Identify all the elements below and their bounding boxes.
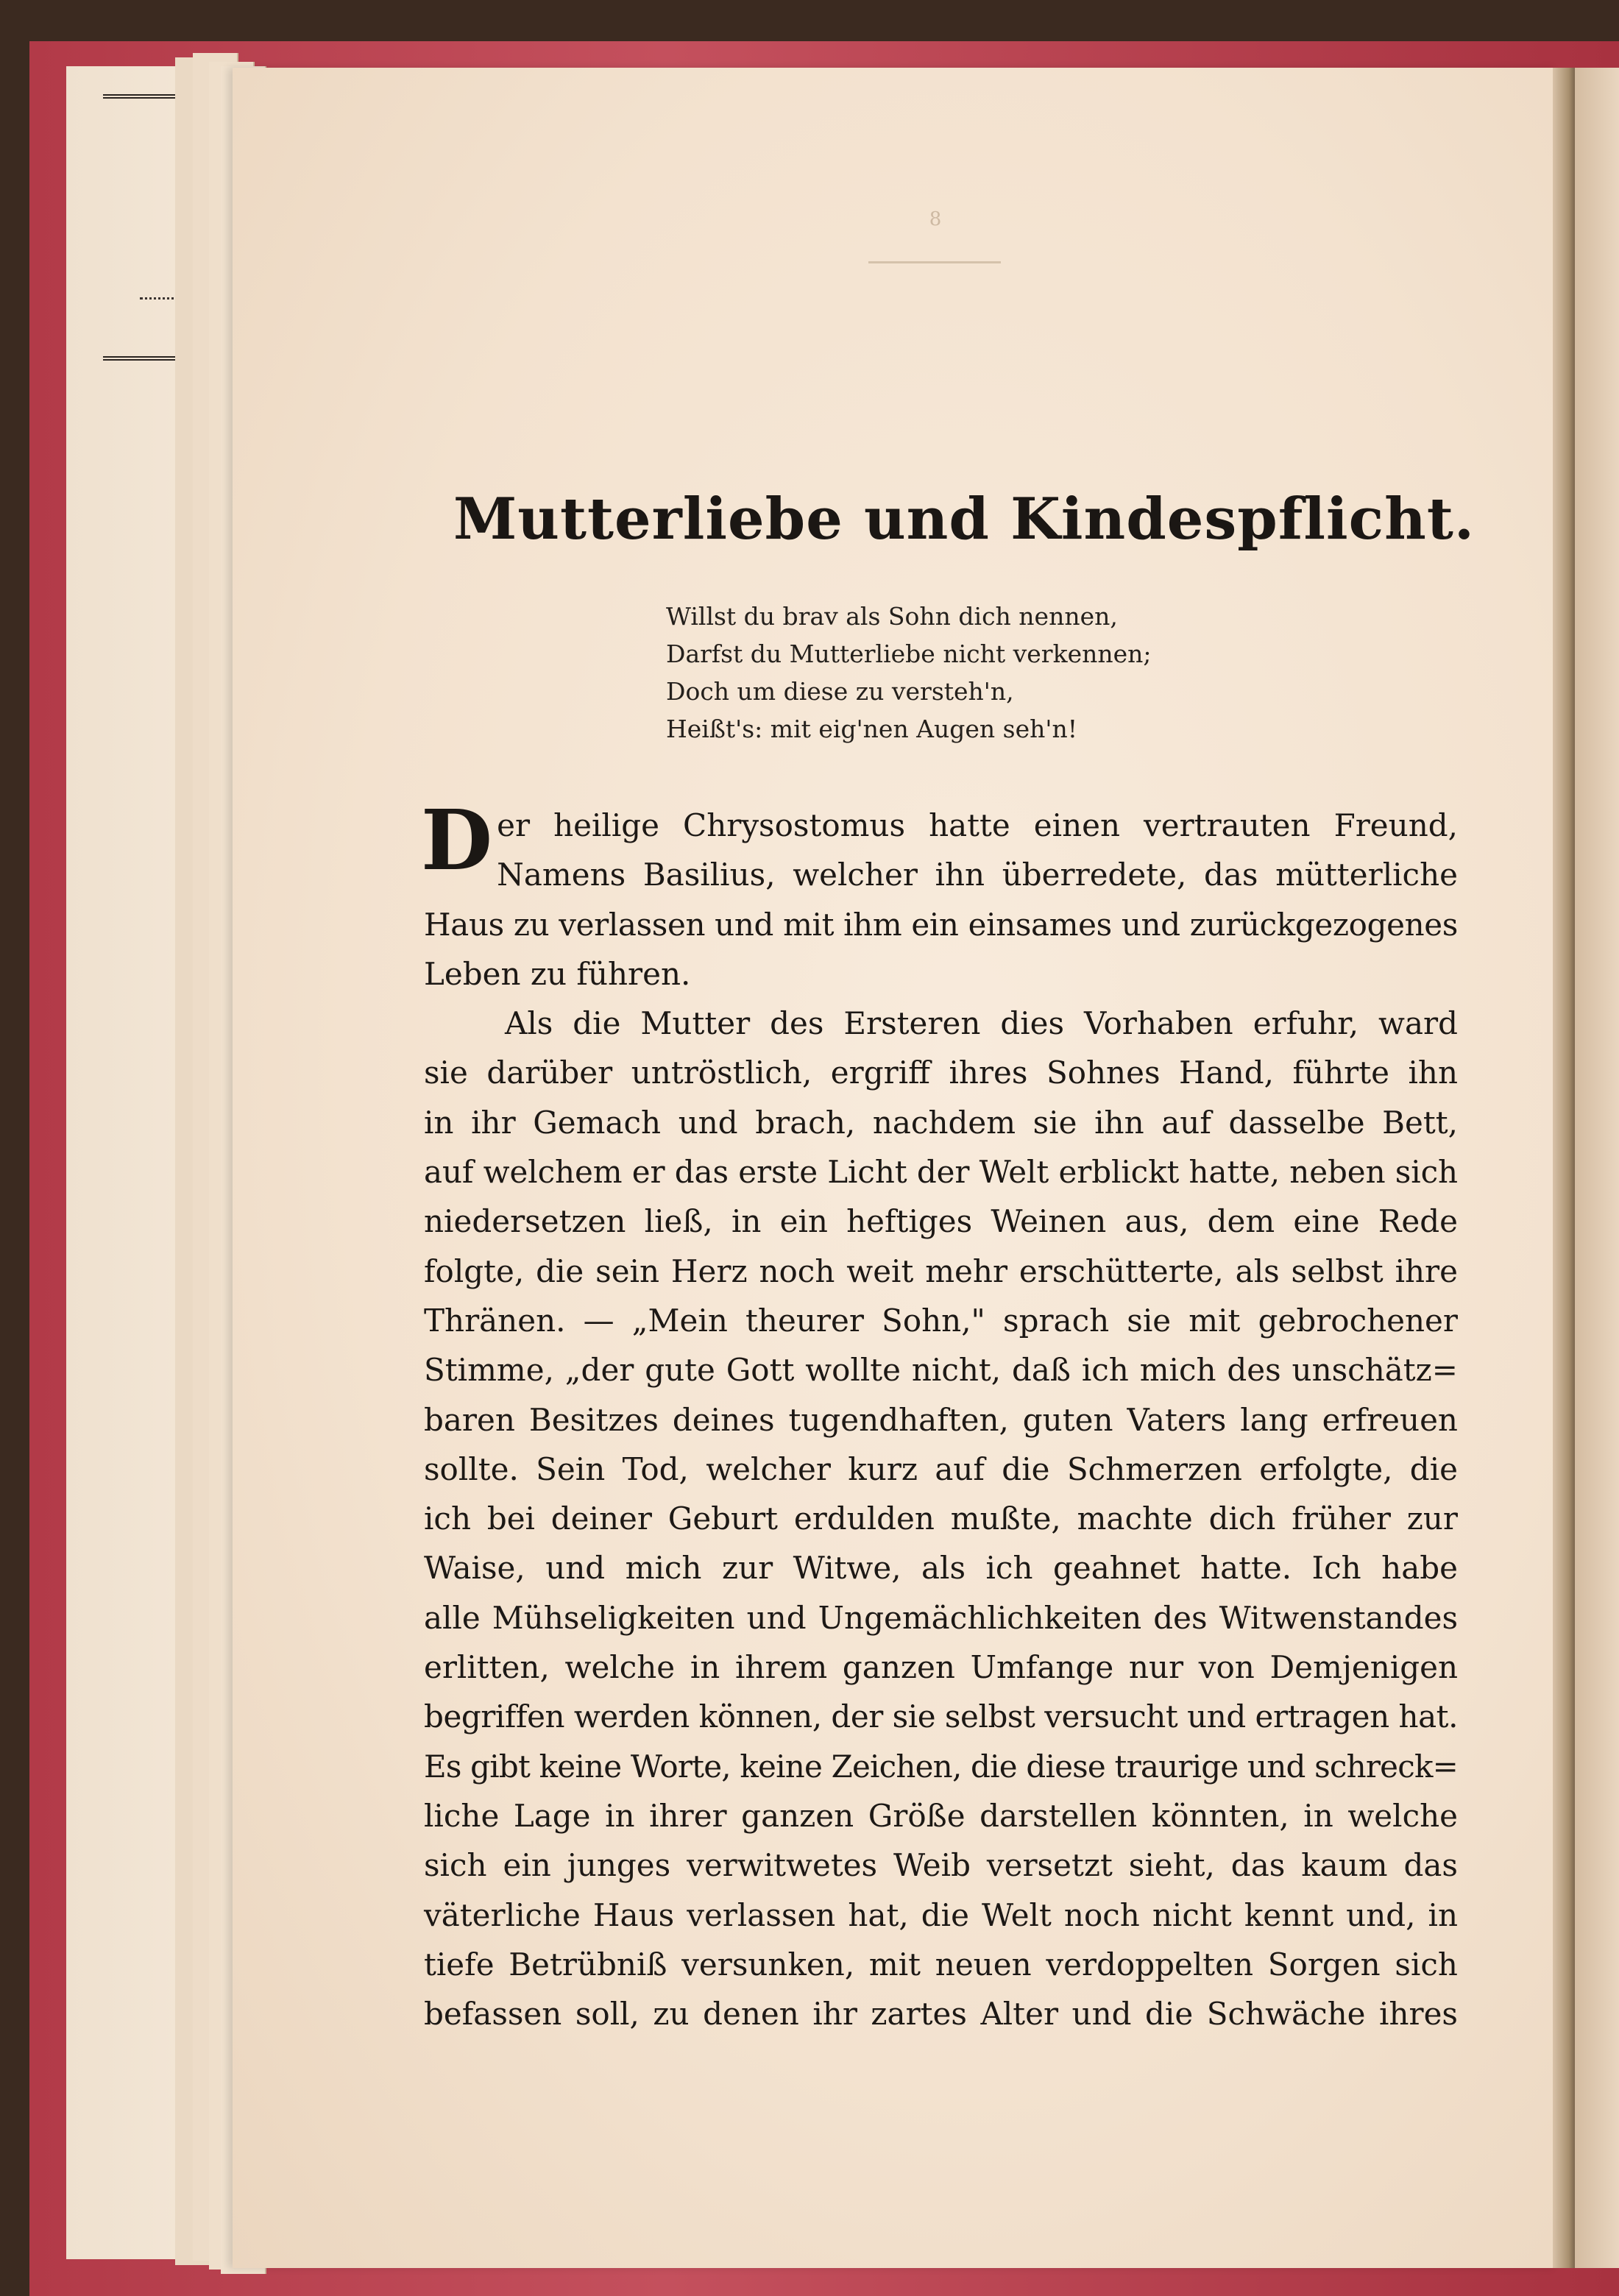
text-line: begriffen werden können, der sie selbst versucht und ertragen hat. <box>424 1698 1458 1735</box>
motto-line: Doch um diese zu versteh'n, <box>666 677 1014 706</box>
text-line: sie darüber untröstlich, ergriff ihres Sohnes Hand, führte ihn <box>424 1055 1458 1091</box>
text-line: auf welchem er das erste Licht der Welt erblickt hatte, neben sich <box>424 1154 1458 1191</box>
text-line: sich ein junges verwitwetes Weib versetzt sieht, das kaum das <box>424 1847 1458 1884</box>
text-line: Waise, und mich zur Witwe, als ich geahnet hatte. Ich habe <box>424 1550 1458 1587</box>
text-line: sollte. Sein Tod, welcher kurz auf die Schmerzen erfolgte, die <box>424 1450 1458 1487</box>
text-line: tiefe Betrübniß versunken, mit neuen verdoppelten Sorgen sich <box>424 1946 1458 1983</box>
motto-line: Heißt's: mit eig'nen Augen seh'n! <box>666 715 1077 743</box>
motto-line: Darfst du Mutterliebe nicht verkennen; <box>666 639 1152 668</box>
next-page-edge <box>1575 68 1619 2268</box>
text-line: Es gibt keine Worte, keine Zeichen, die diese traurige und schreck= <box>424 1748 1458 1785</box>
text-line: erlitten, welche in ihrem ganzen Umfange nur von Demjenigen <box>424 1649 1458 1686</box>
chapter-title: Mutterliebe und Kindespflicht. <box>453 486 1475 553</box>
text-line: in ihr Gemach und brach, nachdem sie ihn auf dasselbe Bett, <box>424 1104 1458 1141</box>
text-line: liche Lage in ihrer ganzen Größe darstellen könnten, in welche <box>424 1797 1458 1834</box>
text-line: baren Besitzes deines tugendhaften, guten Vaters lang erfreuen <box>424 1401 1458 1438</box>
body-text <box>421 793 1458 2038</box>
text-line: folgte, die sein Herz noch weit mehr erschütterte, als selbst ihre <box>424 1252 1458 1289</box>
text-line: er heilige Chrysostomus hatte einen vertrauten Freund, <box>497 807 1458 843</box>
text-line: Haus zu verlassen und mit ihm ein einsames und zurückgezogenes <box>424 906 1458 943</box>
text-line: niedersetzen ließ, in ein heftiges Weinen aus, dem eine Rede <box>424 1203 1458 1240</box>
text-line: väterliche Haus verlassen hat, die Welt noch nicht kennt und, in <box>424 1896 1458 1933</box>
motto-line: Willst du brav als Sohn dich nennen, <box>666 602 1118 631</box>
text-line: alle Mühseligkeiten und Ungemächlichkeiten des Witwenstandes <box>424 1599 1458 1636</box>
text-line: Thränen. — „Mein theurer Sohn," sprach sie mit gebrochener <box>424 1302 1458 1339</box>
text-line: befassen soll, zu denen ihr zartes Alter und die Schwäche ihres <box>424 1996 1458 2033</box>
drop-cap: D <box>421 793 493 889</box>
text-line: Leben zu führen. <box>424 955 691 992</box>
text-line: Namens Basilius, welcher ihn überredete, das mütterliche <box>497 857 1458 893</box>
text-line: Stimme, „der gute Gott wollte nicht, daß ich mich des unschätz= <box>424 1352 1458 1389</box>
text-line: Als die Mutter des Ersteren dies Vorhaben erfuhr, ward <box>505 1005 1458 1042</box>
motto-verse <box>666 598 1255 748</box>
header-rule <box>868 261 1001 263</box>
page-number: 8 <box>929 208 942 230</box>
text-line: ich bei deiner Geburt erdulden mußte, machte dich früher zur <box>424 1500 1458 1537</box>
